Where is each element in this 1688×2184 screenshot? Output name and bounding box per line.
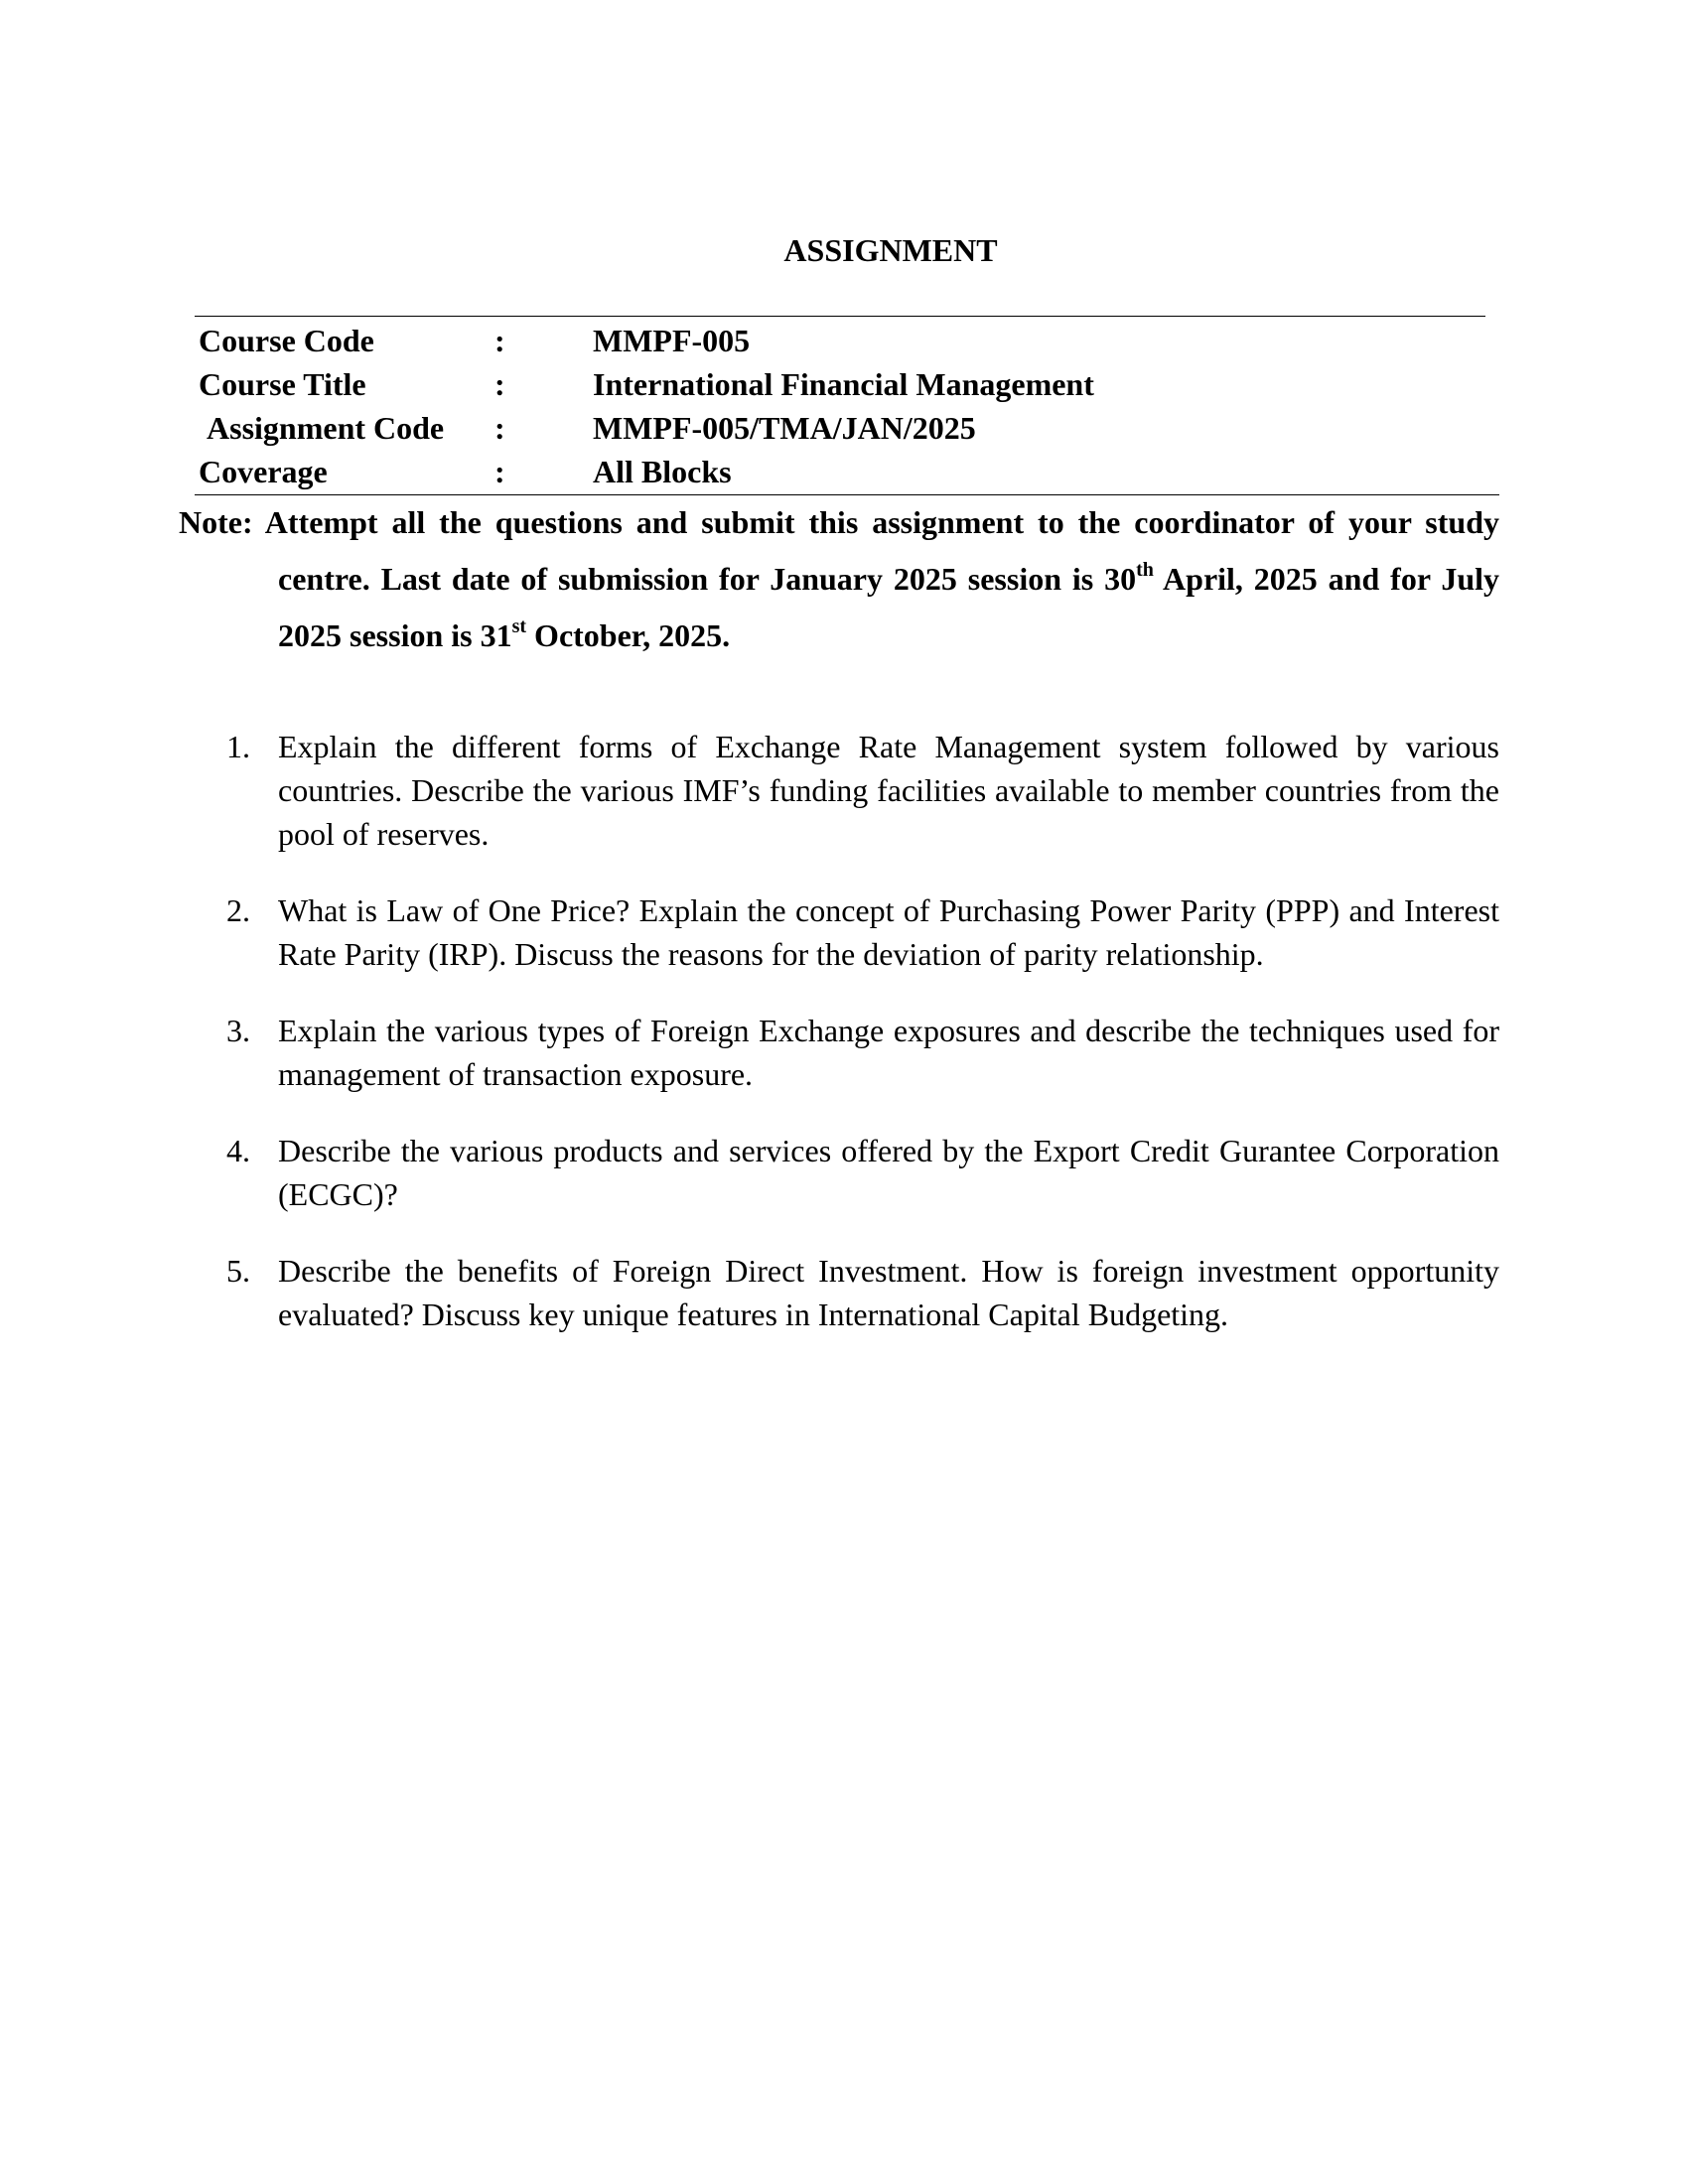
coverage-value: All Blocks [593,454,732,489]
note-text-part3: October, 2025. [526,617,731,653]
note-text-part2: April, 2025 and for July 2025 session is 31 [278,561,1500,653]
assignment-code-label: Assignment Code [207,410,445,446]
question-text: Describe the benefits of Foreign Direct Investment. How is foreign investment opportunity evaluated? Discuss key unique features in International Capital Budgeting. [278,1253,1499,1332]
note-paragraph [179,494,1499,664]
question-number: 3. [226,1013,250,1048]
question-number: 2. [226,892,250,928]
question-text: Describe the various products and services offered by the Export Credit Gurantee Corporation (ECGC)? [278,1133,1499,1212]
page-title: ASSIGNMENT [783,232,998,268]
question-item [226,1129,1499,1216]
question-item [226,1009,1499,1096]
question-text: Explain the different forms of Exchange Rate Management system followed by various countries. Describe the various IMF’s funding facilities available to member countries from the pool of reserves. [278,729,1499,852]
question-text: Explain the various types of Foreign Exchange exposures and describe the techniques used for management of transaction exposure. [278,1013,1499,1092]
course-title-colon: : [494,366,505,402]
question-item [226,725,1499,856]
course-code-label: Course Code [199,323,374,358]
coverage-label: Coverage [199,454,328,489]
question-item [226,888,1499,976]
question-text: What is Law of One Price? Explain the concept of Purchasing Power Parity (PPP) and Interest Rate Parity (IRP). Discuss the reasons for the deviation of parity relationship. [278,892,1499,972]
assignment-code-colon: : [494,410,505,446]
assignment-code-value: MMPF-005/TMA/JAN/2025 [593,410,976,446]
question-list [226,725,1499,1369]
question-number: 4. [226,1133,250,1168]
note-text-part1: Note: Attempt all the questions and submit this assignment to the coordinator of your study centre. Last date of submission for January 2025 session is 30 [179,504,1499,597]
coverage-colon: : [494,454,505,489]
top-divider [195,316,1485,317]
course-code-colon: : [494,323,505,358]
note-superscript-th: th [1136,559,1154,582]
course-title-label: Course Title [199,366,366,402]
question-item [226,1249,1499,1336]
submission-note [179,494,1499,664]
course-title-value: International Financial Management [593,366,1094,402]
question-number: 5. [226,1253,250,1289]
course-code-value: MMPF-005 [593,323,751,358]
question-number: 1. [226,729,250,764]
note-superscript-st: st [511,615,527,638]
